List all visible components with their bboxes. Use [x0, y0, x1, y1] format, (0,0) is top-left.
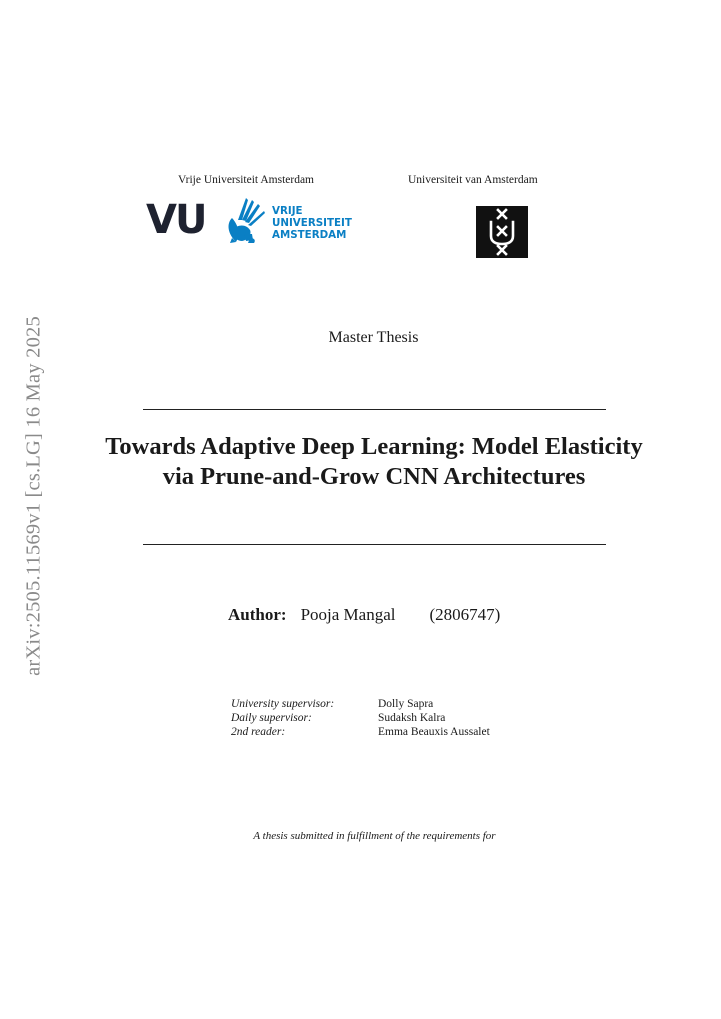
supervisor-row [231, 711, 490, 725]
right-university-name: Universiteit van Amsterdam [408, 174, 538, 186]
supervisor-name: Sudaksh Kalra [378, 712, 446, 724]
thesis-title: Towards Adaptive Deep Learning: Model Elasticity via Prune-and-Grow CNN Architectures [105, 433, 643, 490]
vu-logo-letters: VU [146, 197, 206, 243]
left-university-name: Vrije Universiteit Amsterdam [178, 174, 315, 186]
supervisor-row [231, 697, 490, 711]
supervisor-name: Emma Beauxis Aussalet [378, 726, 490, 738]
vu-logo-line2: UNIVERSITEIT [272, 217, 352, 229]
vu-logo-line3: AMSTERDAM [272, 229, 347, 241]
supervisor-role: 2nd reader: [231, 726, 286, 738]
supervisor-role: Daily supervisor: [231, 712, 312, 724]
vu-logo [146, 194, 356, 246]
author-label: Author: [228, 605, 287, 624]
griffin-icon [218, 194, 272, 246]
title-top-rule [143, 409, 606, 410]
supervisor-role: University supervisor: [231, 698, 335, 710]
uva-shield-icon [476, 206, 528, 258]
submission-statement: A thesis submitted in fulfillment of the requirements for [253, 830, 496, 842]
uva-logo [476, 206, 528, 258]
author-name: Pooja Mangal [300, 605, 396, 624]
author-student-id: (2806747) [429, 605, 501, 624]
arxiv-stamp: arXiv:2505.11569v1 [cs.LG] 16 May 2025 [22, 316, 45, 676]
title-bottom-rule [143, 544, 606, 545]
supervisor-row [231, 725, 490, 739]
vu-logo-line1: VRIJE [272, 205, 303, 217]
supervisor-name: Dolly Sapra [378, 698, 434, 710]
author-line [228, 605, 500, 625]
supervisor-list [231, 697, 490, 739]
document-type: Master Thesis [328, 329, 419, 346]
vu-logo-text [272, 205, 352, 241]
